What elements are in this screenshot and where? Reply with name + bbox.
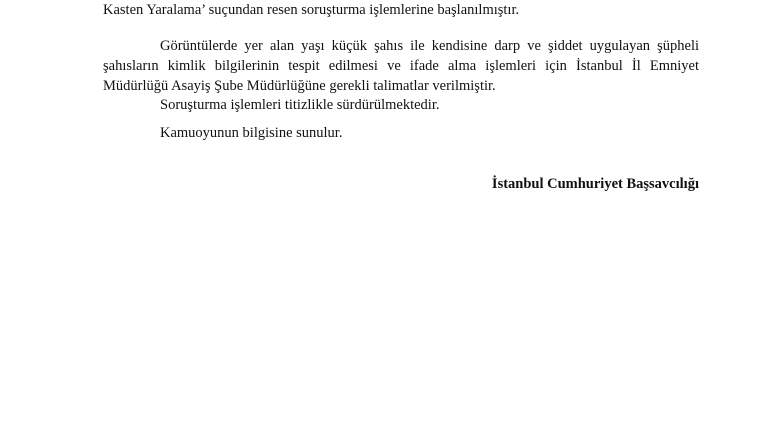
paragraph-1-line-2: şahısların kimlik bilgilerinin tespit edilmesi ve ifade alma işlemleri için İstanbul İl Emniyet: [103, 58, 699, 74]
paragraph-2-line: Soruşturma işlemleri titizlikle sürdürülmektedir.: [160, 97, 440, 113]
paragraph-investigation-ongoing: [103, 95, 699, 115]
paragraph-1-line-3: Müdürlüğü Asayiş Şube Müdürlüğüne gerekli talimatlar verilmiştir.: [103, 78, 496, 94]
paragraph-3-line: Kamuoyunun bilgisine sunulur.: [160, 125, 343, 141]
paragraph-top-tail-line: Kasten Yaralama’ suçundan resen soruşturma işlemlerine başlanılmıştır.: [103, 2, 520, 18]
paragraph-top-tail: [103, 0, 699, 20]
paragraph-public-info: [103, 123, 699, 143]
paragraph-1-line-1: Görüntülerde yer alan yaşı küçük şahıs ile kendisine darp ve şiddet uygulayan şüpheli: [160, 38, 699, 54]
paragraph-investigation-instructions: [103, 36, 699, 96]
signature-block: İstanbul Cumhuriyet Başsavcılığı: [491, 176, 699, 192]
